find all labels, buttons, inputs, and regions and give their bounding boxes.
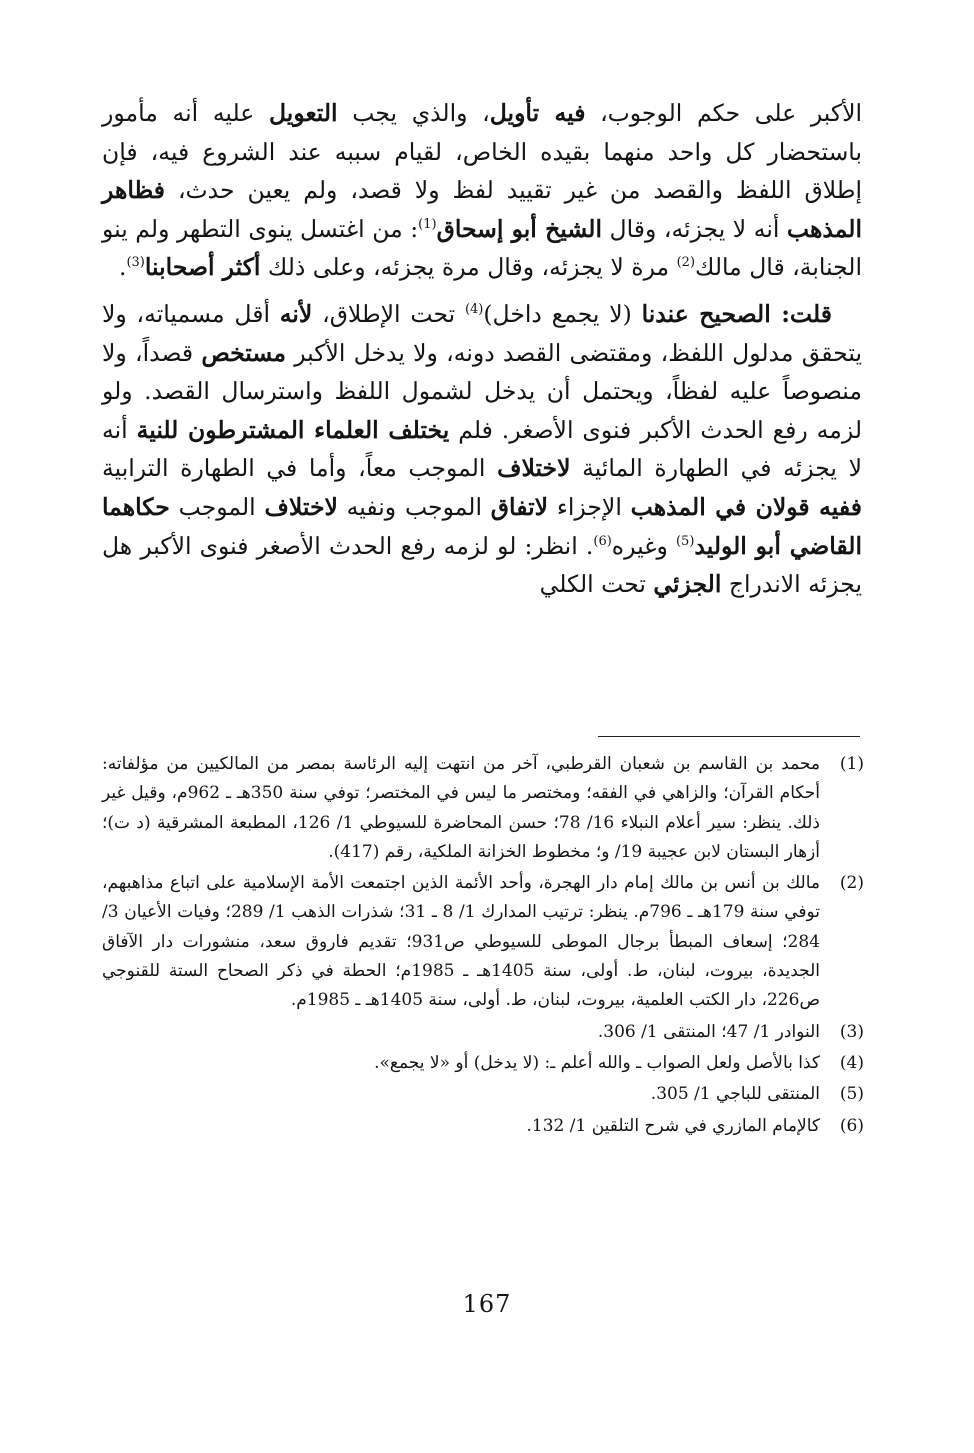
footnote-text: النوادر 1/ 47؛ المنتقى 1/ 306. [597,1021,820,1042]
text-run: الموجب ونفيه [337,492,491,521]
footnote-number: (3) [839,1021,864,1042]
footnote-number: (1) [839,754,864,774]
footnote-6 [102,1112,864,1141]
text-run: أنه لا يجزئه، وقال [602,214,787,243]
footnote-reference: (2) [676,255,696,271]
bold-phrase: فيه تأويل [489,99,586,127]
bold-phrase: قلت: الصحيح عندنا [641,299,832,328]
footnote-5 [102,1080,864,1109]
footnote-text: كالإمام المازري في شرح التلقين 1/ 132. [526,1115,820,1136]
text-run: . [118,253,127,282]
page-number: 167 [462,1290,512,1318]
footnote-text: مالك بن أنس بن مالك إمام دار الهجرة، وأحد الأئمة الذين اجتمعت الأمة الإسلامية على اتباع مذاهبهم، توفي سنة 179هـ ـ 796م. ينظر: ترتيب المدارك 1/ 8 ـ 31؛ شذرات الذهب 1/ 289؛ وفيات الأعيان 3/ 284؛ إسعاف المبطأ برجال الموطى للسيوطي ص931؛ تقديم فاروق سعد، منشورات دار الآفاق الجديدة، بيروت، لبنان، ط. أولى، سنة 1405هـ ـ 1985م؛ الحطة في ذكر الصحاح الستة للقنوجي ص226، دار الكتب العلمية، بيروت، لبنان، ط. أولى، سنة 1405هـ ـ 1985م. [102,873,821,1011]
footnote-number: (4) [839,1052,864,1073]
bold-phrase: ففيه قولان في المذهب [630,492,862,521]
bold-phrase: الشيخ أبو إسحاق [436,214,602,243]
text-run: الأكبر على حكم الوجوب، [585,99,862,127]
text-run: تحت الإطلاق، [312,299,465,328]
bold-phrase: حكاهما القاضي أبو الوليد [102,492,862,560]
main-text [102,94,862,604]
footnote-text: كذا بالأصل ولعل الصواب ـ والله أعلم ـ: (لا يدخل) أو «لا يجمع». [374,1052,820,1073]
footnote-reference: (1) [418,216,437,232]
footnote-reference: (5) [675,533,695,549]
text-run: (لا يجمع داخل) [483,299,642,328]
text-run: مرة لا يجزئه، وقال مرة يجزئه، وعلى ذلك [260,253,677,282]
footnotes [102,750,864,1143]
paragraph-1 [102,94,862,287]
bold-phrase: لاختلاف [497,454,571,483]
footnote-text: المنتقى للباجي 1/ 305. [650,1084,820,1105]
text-run: : من اغتسل ينوى التطهر ولم ينو الجنابة، قال مالك [102,214,862,282]
footnote-reference: (4) [464,302,484,318]
footnote-text: محمد بن القاسم بن شعبان القرطبي، آخر من انتهت إليه الرئاسة بمصر من المالكيين من مؤلفاته: أحكام القرآن؛ والزاهي في الفقه؛ ومختصر ما ليس في المختصر؛ توفي سنة 350هـ ـ 962م، وقيل غير ذلك. ينظر: سير أعلام النبلاء 16/ 78؛ حسن المحاضرة للسيوطي 1/ 126، المطبعة المشرقية (د ت)؛ أزهار البستان لابن عجيبة 19/ و؛ مخطوط الخزانة الملكية، رقم (417). [102,754,820,862]
bold-phrase: يختلف العلماء المشترطون للنية [136,415,450,444]
bold-phrase: لأنه [279,299,313,328]
text-run: الموجب [169,492,265,521]
footnote-reference: (6) [593,533,612,549]
footnote-number: (5) [839,1084,864,1105]
bold-phrase: الجزئي [653,570,722,599]
bold-phrase: لاتفاق [490,492,549,521]
bold-phrase: فظاهر المذهب [102,176,863,243]
bold-phrase: لاختلاف [264,492,338,521]
text-run: وغيره [611,531,676,560]
footnote-1 [102,750,864,867]
text-run: الموجب معاً، وأما في الطهارة الترابية [102,454,498,483]
footnote-4 [102,1049,864,1078]
footnote-divider [598,736,860,737]
footnote-reference: (3) [126,255,145,271]
text-run: تحت الكلي [539,570,654,599]
bold-phrase: مستخص [201,338,286,367]
footnote-3 [102,1018,864,1047]
text-run: ، والذي يجب [337,99,490,127]
footnote-number: (2) [839,873,864,894]
bold-phrase: التعويل [268,99,338,127]
text-run: أقل مسمياته، ولا يتحقق مدلول اللفظ، ومقتضى القصد دونه، ولا يدخل الأكبر [102,299,862,367]
text-run: الإجزاء [548,492,631,521]
text-run: عليه أنه مأمور باستحضار كل واحد منهما بقيده الخاص، لقيام سببه عند الشروع فيه، فإن إطلاق اللفظ والقصد من غير تقييد لفظ ولا قصد، ولم يعين حدث، [102,99,862,205]
footnote-number: (6) [839,1115,864,1136]
footnote-2 [102,869,864,1015]
text-run: أنه لا يجزئه في الطهارة المائية [102,415,862,483]
paragraph-2 [102,295,862,604]
text-run: . انظر: لو لزمه رفع الحدث الأصغر فنوى الأكبر هل يجزئه الاندراج [102,531,862,599]
bold-phrase: أكثر أصحابنا [144,253,261,282]
text-run: قصداً، ولا منصوصاً عليه لفظاً، ويحتمل أن يدخل لشمول اللفظ واسترسال القصد. ولو لزمه رفع الحدث الأكبر فنوى الأصغر. فلم [102,338,862,444]
